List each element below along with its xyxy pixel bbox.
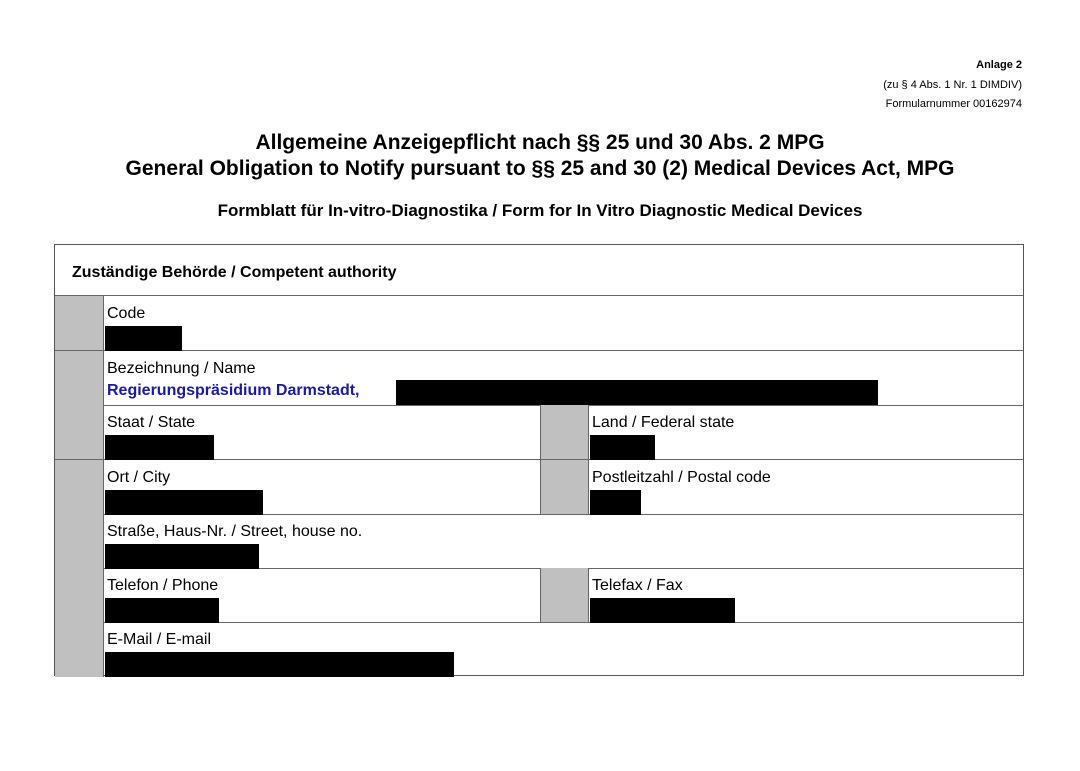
city-row [55, 460, 1023, 515]
annex-reference: (zu § 4 Abs. 1 Nr. 1 DIMDIV) [883, 78, 1022, 91]
street-label: Straße, Haus-Nr. / Street, house no. [107, 523, 363, 540]
city-label: Ort / City [107, 469, 171, 486]
row-marker [55, 405, 104, 459]
street-field[interactable] [104, 514, 1023, 568]
annex-number: Anlage 2 [976, 59, 1022, 71]
city-field[interactable] [104, 460, 540, 514]
phone-field[interactable] [104, 568, 540, 622]
row-marker [55, 460, 104, 514]
state-label: Staat / State [107, 414, 196, 431]
email-redacted [105, 652, 454, 677]
federal-state-label: Land / Federal state [592, 414, 735, 431]
city-redacted [105, 490, 263, 515]
row-marker [540, 460, 589, 514]
name-value: Regierungspräsidium Darmstadt, [107, 382, 360, 399]
postal-code-redacted [590, 490, 641, 515]
street-row [55, 514, 1023, 569]
form-heading [55, 245, 1023, 296]
row-marker [55, 514, 104, 568]
code-label: Code [107, 305, 146, 322]
title-english: General Obligation to Notify pursuant to §§ 25 and 30 (2) Medical Devices Act, MPG [125, 157, 955, 180]
name-redacted [396, 380, 878, 405]
federal-state-field[interactable] [589, 405, 1023, 459]
row-marker [55, 568, 104, 622]
row-marker [540, 405, 589, 459]
authority-form [54, 244, 1024, 676]
row-marker [55, 622, 104, 677]
title-german: Allgemeine Anzeigepflicht nach §§ 25 und 30 Abs. 2 MPG [255, 131, 825, 154]
phone-row [55, 568, 1023, 623]
form-number: Formularnummer 00162974 [885, 98, 1022, 110]
state-field[interactable] [104, 405, 540, 459]
row-marker [55, 296, 104, 350]
fax-field[interactable] [589, 568, 1023, 622]
row-marker [55, 351, 104, 405]
email-field[interactable] [104, 622, 1023, 677]
code-field[interactable] [104, 296, 1023, 350]
name-label: Bezeichnung / Name [107, 360, 256, 377]
fax-redacted [590, 598, 735, 623]
postal-code-field[interactable] [589, 460, 1023, 514]
form-heading-text: Zuständige Behörde / Competent authority [72, 264, 397, 281]
name-field[interactable] [104, 351, 1023, 405]
email-row [55, 622, 1023, 677]
email-label: E-Mail / E-mail [107, 631, 212, 648]
phone-label: Telefon / Phone [107, 577, 219, 594]
postal-code-label: Postleitzahl / Postal code [592, 469, 771, 486]
form-subtitle: Formblatt für In-vitro-Diagnostika / Form for In Vitro Diagnostic Medical Devices [217, 201, 863, 220]
annex-block [883, 56, 1022, 115]
state-row [55, 405, 1023, 460]
code-redacted [105, 326, 182, 351]
fax-label: Telefax / Fax [592, 577, 683, 594]
row-marker [540, 568, 589, 622]
code-row [55, 296, 1023, 351]
state-redacted [105, 435, 214, 460]
street-redacted [105, 544, 259, 569]
federal-state-redacted [590, 435, 655, 460]
phone-redacted [105, 598, 219, 623]
name-row [55, 351, 1023, 406]
